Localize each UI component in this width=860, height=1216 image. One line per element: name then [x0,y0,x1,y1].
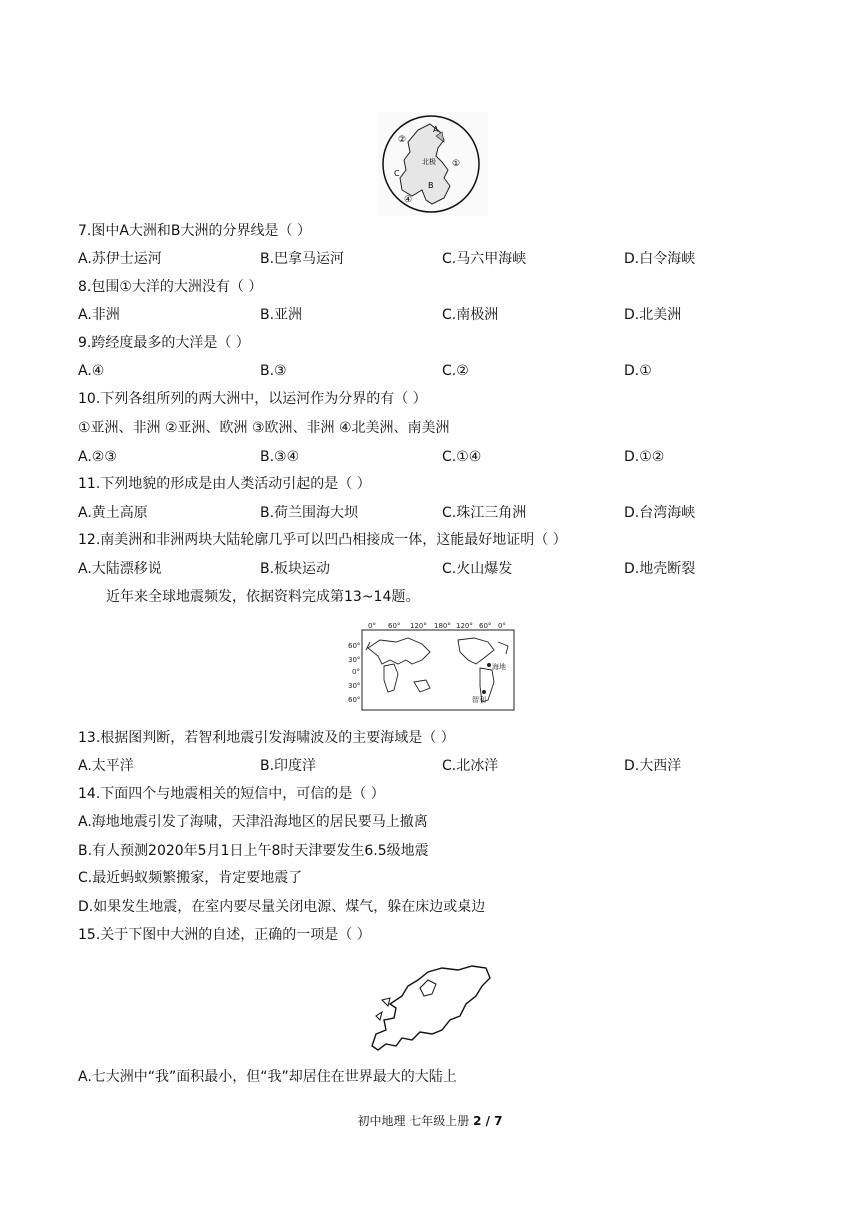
continent-outline-svg [362,960,500,1054]
q13-option-c: C.北冰洋 [442,758,499,774]
top-tick-3: 180° [434,622,451,630]
q11-option-b: B.荷兰围海大坝 [260,505,359,521]
page-footer [0,1112,860,1129]
question-10-stem: 10.下列各组所列的两大洲中，以运河作为分界的有（ ） [78,391,427,407]
q12-option-b: B.板块运动 [260,561,331,577]
label-A: A [433,125,439,134]
q7-option-c: C.马六甲海峡 [442,251,527,267]
left-tick-1: 30° [348,656,361,664]
question-10-statements: ①亚洲、非洲 ②亚洲、欧洲 ③欧洲、非洲 ④北美洲、南美洲 [78,420,450,436]
question-7-stem: 7.图中A大洲和B大洲的分界线是（ ） [78,223,311,239]
q11-option-d: D.台湾海峡 [624,505,696,521]
label-B: B [428,181,434,190]
q14-option-d: D.如果发生地震，在室内要尽量关闭电源、煤气，躲在床边或桌边 [78,899,486,915]
page-number: 2 / 7 [473,1114,503,1128]
label-ocean-4: ④ [404,195,413,205]
q8-option-d: D.北美洲 [624,307,682,323]
left-tick-4: 60° [348,696,361,704]
q10-option-b: B.③④ [260,449,300,465]
q10-option-a: A.②③ [78,449,117,465]
top-tick-1: 60° [388,622,401,630]
question-9-stem: 9.跨经度最多的大洋是（ ） [78,335,250,351]
footer-text: 初中地理 七年级上册 [357,1114,474,1128]
q12-option-a: A.大陆漂移说 [78,561,162,577]
q13-option-b: B.印度洋 [260,758,317,774]
question-11-stem: 11.下列地貌的形成是由人类活动引起的是（ ） [78,476,371,492]
label-ocean-2: ② [398,135,407,145]
label-chile: 智利 [472,696,486,704]
label-north-pole: 北极 [422,158,436,166]
world-map-svg [348,620,516,712]
q7-option-b: B.巴拿马运河 [260,251,345,267]
label-C: C [394,169,400,178]
q10-option-c: C.①④ [442,449,482,465]
q14-option-a: A.海地地震引发了海啸，天津沿海地区的居民要马上撤离 [78,814,428,830]
left-tick-3: 30° [348,682,361,690]
question-14-stem: 14.下面四个与地震相关的短信中，可信的是（ ） [78,786,385,802]
label-haiti: 海地 [492,663,506,671]
polar-map-svg [378,112,488,216]
question-8-stem: 8.包围①大洋的大洲没有（ ） [78,279,263,295]
q12-option-c: C.火山爆发 [442,561,513,577]
world-map-figure [348,620,516,712]
q11-option-a: A.黄土高原 [78,505,148,521]
q15-option-a: A.七大洲中“我”面积最小，但“我”却居住在世界最大的大陆上 [78,1069,457,1085]
q8-option-c: C.南极洲 [442,307,499,323]
question-15-stem: 15.关于下图中大洲的自述，正确的一项是（ ） [78,927,371,943]
q9-option-b: B.③ [260,363,287,379]
label-ocean-1: ① [452,159,461,169]
q10-option-d: D.①② [624,449,665,465]
top-tick-5: 60° [479,622,492,630]
q8-option-a: A.非洲 [78,307,120,323]
q12-option-d: D.地壳断裂 [624,561,696,577]
q14-option-c: C.最近蚂蚁频繁搬家，肯定要地震了 [78,870,303,886]
left-tick-2: 0° [352,668,360,676]
intro-13-14: 近年来全球地震频发，依据资料完成第13~14题。 [106,589,420,605]
q7-option-a: A.苏伊士运河 [78,251,162,267]
q11-option-c: C.珠江三角洲 [442,505,527,521]
top-tick-4: 120° [456,622,473,630]
top-tick-6: 0° [498,622,506,630]
q13-option-d: D.大西洋 [624,758,682,774]
question-13-stem: 13.根据图判断，若智利地震引发海啸波及的主要海域是（ ） [78,730,455,746]
q8-option-b: B.亚洲 [260,307,303,323]
q14-option-b: B.有人预测2020年5月1日上午8时天津要发生6.5级地震 [78,843,429,859]
left-tick-0: 60° [348,642,361,650]
polar-map-figure [378,112,488,216]
q9-option-c: C.② [442,363,469,379]
q13-option-a: A.太平洋 [78,758,134,774]
q9-option-a: A.④ [78,363,105,379]
top-tick-0: 0° [368,622,376,630]
q7-option-d: D.白令海峡 [624,251,696,267]
q9-option-d: D.① [624,363,652,379]
top-tick-2: 120° [410,622,427,630]
question-12-stem: 12.南美洲和非洲两块大陆轮廓几乎可以凹凸相接成一体，这能最好地证明（ ） [78,532,567,548]
continent-outline-figure [362,960,500,1054]
